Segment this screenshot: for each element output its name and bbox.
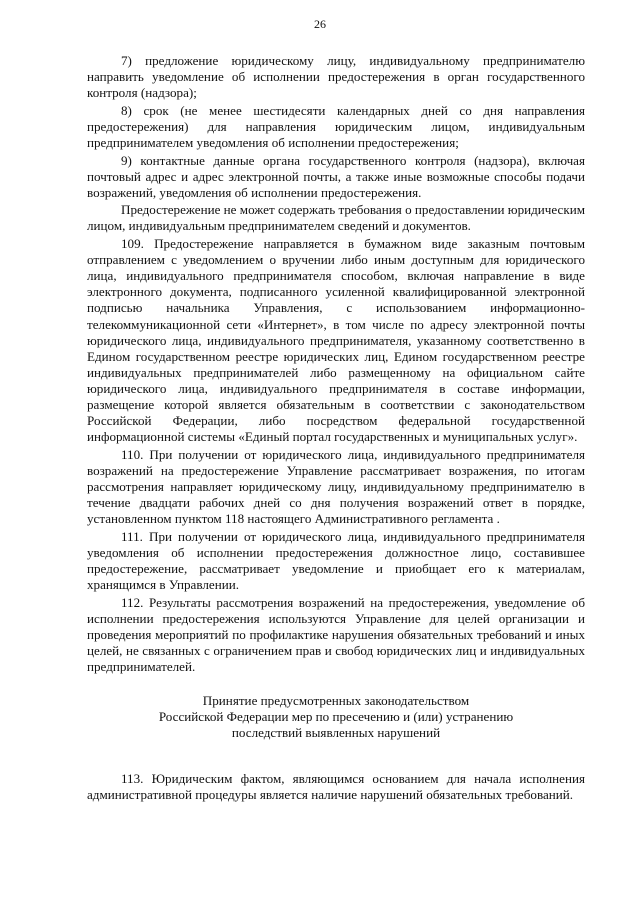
paragraph-item-8: 8) срок (не менее шестидесяти календарных дней со дня направления предостережения) для направления юридическим лицом, индивидуальным предпринимателем уведомления об исполнении предостережения; xyxy=(87,102,585,150)
paragraph-109: 109. Предостережение направляется в бумажном виде заказным почтовым отправлением с уведомлением о вручении либо иным доступным для юридического лица, индивидуального предпринимателя способом, включая направление в виде электронного документа, подписанного усиленной квалифицированной электронной подписью начальника Управления, с использованием информационно-телекоммуникационной сети «Интернет», в том числе по адресу электронной почты юридического лица, индивидуального предпринимателя, указанному соответственно в Едином государственном реестре юридических лиц, Едином государственном реестре индивидуальных предпринимателей либо размещенному на официальном сайте юридического лица, индивидуального предпринимателя в составе информации, размещение которой является обязательным в соответствии с законодательством Российской Федерации, либо посредством федеральной государственной информационной системы «Единый портал государственных и муниципальных услуг». xyxy=(87,236,585,445)
paragraph-restriction: Предостережение не может содержать требования о предоставлении юридическим лицом, индивидуальным предпринимателем сведений и документов. xyxy=(87,202,585,234)
paragraph-item-9: 9) контактные данные органа государственного контроля (надзора), включая почтовый адрес и адрес электронной почты, а также иные возможные способы подачи возражений, уведомления об исполнении предостережения. xyxy=(87,152,585,200)
paragraph-112: 112. Результаты рассмотрения возражений на предостережения, уведомление об исполнении предостережения используются Управление для целей организации и проведения мероприятий по профилактике нарушения обязательных требований и иных целей, не связанных с ограничением прав и свобод юридических лиц и индивидуальных предпринимателей. xyxy=(87,594,585,674)
paragraph-110: 110. При получении от юридического лица, индивидуального предпринимателя возражений на предостережение Управление рассматривает возражения, по итогам рассмотрения направляет юридическому лицу, индивидуальному предпринимателю в течение двадцати рабочих дней со дня получения возражений ответ в порядке, установленном пунктом 118 настоящего Административного регламента . xyxy=(87,446,585,527)
section-heading-line-1: Принятие предусмотренных законодательством xyxy=(202,693,470,709)
section-heading xyxy=(87,693,585,741)
paragraph-113: 113. Юридическим фактом, являющимся основанием для начала исполнения административной процедуры является наличие нарушений обязательных требований. xyxy=(87,771,585,803)
paragraph-item-7: 7) предложение юридическому лицу, индивидуальному предпринимателю направить уведомление об исполнении предостережения в орган государственного контроля (надзора); xyxy=(87,53,585,101)
paragraph-111: 111. При получении от юридического лица, индивидуального предпринимателя уведомления об исполнении предостережения должностное лицо, составившее предостережение, рассматривает уведомление и приобщает его к материалам, хранящимся в Управлении. xyxy=(87,528,585,592)
page-number: 26 xyxy=(314,17,326,31)
section-heading-line-3: последствий выявленных нарушений xyxy=(231,725,441,741)
section-heading-line-2: Российской Федерации мер по пресечению и (или) устранению xyxy=(158,709,514,725)
